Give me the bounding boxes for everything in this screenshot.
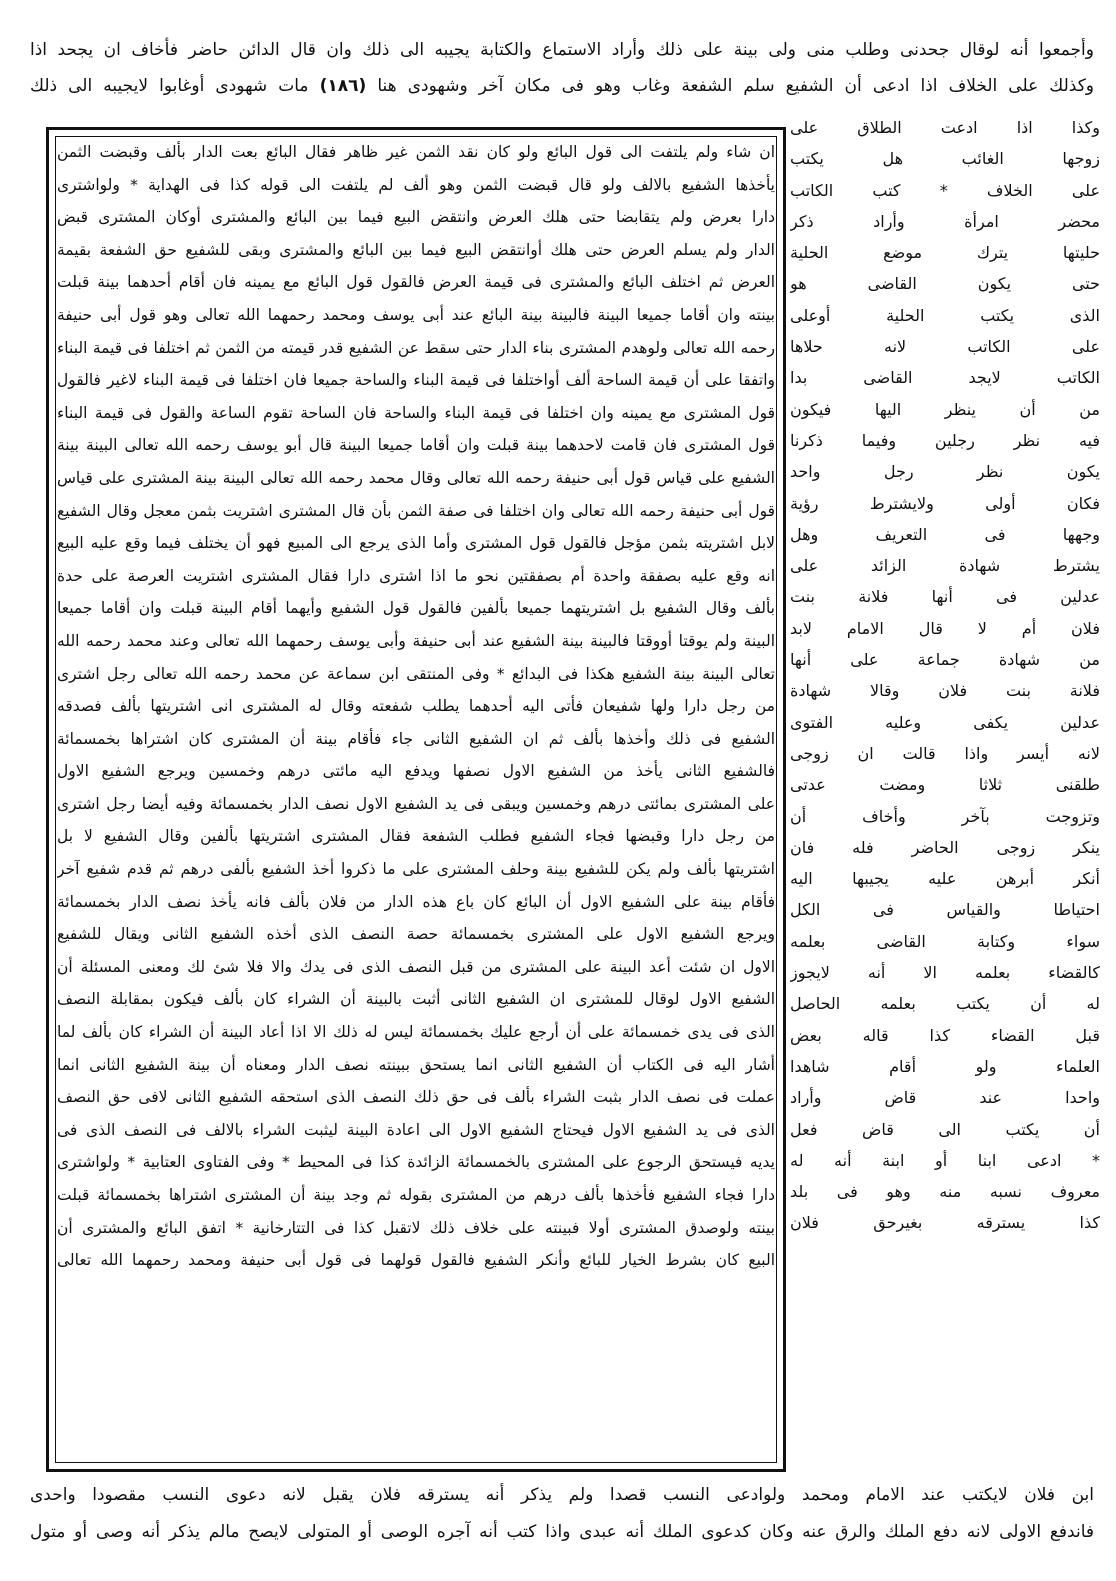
main-text-line: دارا بعرض ولم يتقابضا حتى هلك العرض وانتقض البيع فيما بين البائع والمشترى أوكان المشترى قبض [57, 208, 775, 227]
main-text-line: قول أبى حنيفة رحمه الله تعالى وان اختلفا فى صفة الثمن بأن قال المشترى اشتريت بثمن معجل وقال الشفيع [57, 501, 775, 520]
margin-line: فيه نظر رجلين وفيما ذكرنا [790, 430, 1100, 450]
main-text-line: فالشفيع الثانى يأخذ من الشفيع الاول نصفها ويدفع اليه مائتى درهم وخمسين ويرجع الشفيع الاول [57, 762, 775, 781]
header-line-2-left: مات شهودى أوغابوا لايجيبه الى ذلك [30, 76, 309, 96]
margin-line: لانه أيسر واذا قالت ان زوجى [790, 743, 1100, 763]
footer-line-2: فاندفع الاولى لانه دفع الملك والرق عنه وكان كدعوى الملك أنه عبدى واذا كتب أنه آجره الوصى أو المتولى لايصح مالم يذكر أنه وصى أو متول [30, 1522, 1094, 1542]
header-line-1: وأجمعوا أنه لوقال جحدنى وطلب منى ولى بينة على ذلك وأراد الاستماع والكتابة يجيبه الى ذلك وان قال الدائن حاضر فأخاف ان يجحد اذا [30, 40, 1094, 60]
main-text-line: ان شاء ولم يلتفت الى قول البائع ولو كان نقد الثمن غير ظاهر فقال البائع بعت الدار بألف وقبضت الثمن [57, 143, 775, 161]
main-text-line: الدار ولم يسلم العرض حتى هلك أوانتقض البيع فيما بين البائع والمشترى وبقى للشفيع حق الشفعة بقيمة [57, 240, 775, 259]
margin-line: حتى يكون القاضى هو [790, 274, 1100, 294]
margin-line: وجهها فى التعريف وهل [790, 524, 1100, 544]
main-text-line: رحمه الله تعالى ولوهدم المشترى بناء الدار حتى سقط عن الشفيع قدر قيمته من الثمن ثم اختلفا فى قيمة البناء [57, 338, 775, 357]
margin-line: وتزوجت بآخر وأخاف أن [790, 806, 1100, 826]
main-text-line: يأخذها الشفيع بالالف ولو قال قبضت الثمن وهو ألف لم يلتفت الى قوله كذا فى الهداية * ولواشترى [57, 175, 775, 194]
margin-line: سواء وكتابة القاضى بعلمه [790, 931, 1100, 951]
main-text-line: تعالى البينة بينة الشفيع هكذا فى البدائع * وفى المنتقى ابن سماعة عن محمد رحمه الله تعالى رجل اشترى [57, 664, 775, 683]
margin-line: واحدا عند قاض وأراد [790, 1088, 1100, 1108]
margin-line: معروف نسبه منه وهو فى بلد [790, 1182, 1100, 1202]
main-text-line: قول المشترى مع يمينه وان اختلفا فى قيمة البناء والساحة فان الساحة تقوم الساعة والقول فى قيمة البناء [57, 403, 775, 422]
main-text-frame [46, 127, 786, 1472]
main-text-line: العرض ثم اختلف البائع والمشترى فى قيمة العرض فالقول قول البائع مع يمينه فان أقام أحدهما بينة قبلت [57, 273, 775, 292]
margin-line: كذا يسترقه بغيرحق فلان [790, 1213, 1100, 1233]
margin-line: العلماء ولو أقام شاهدا [790, 1056, 1100, 1076]
margin-line: يشترط شهادة الزائد على [790, 556, 1100, 576]
main-text-line [57, 1407, 775, 1440]
main-text-line [57, 1309, 775, 1342]
main-text-line: ويرجع الشفيع الاول على المشترى بخمسمائة حصة النصف الذى أخذه الشفيع الثانى ويقال للشفيع [57, 925, 775, 944]
main-text-line: من رجل دارا وقبضها فجاء الشفيع فطلب الشفعة فقال المشترى اشتريتها بألفين وقال الشفيع لا بل [57, 827, 775, 846]
margin-line: ينكر زوجى الحاضر فله فان [790, 837, 1100, 857]
main-text-line: أشار اليه فى الكتاب أن الشفيع الثانى انما يستحق ببينته نصف الدار ومعناه أن بينة الشفيع الثانى انما [57, 1055, 775, 1074]
main-text-line: من رجل دارا ولها شفيعان فأتى اليه أحدهما يطلب شفعته وقال له المشترى انى اشتريتها بألف فصدقه [57, 697, 775, 716]
margin-line: احتياطا والقياس فى الكل [790, 900, 1100, 920]
main-text-line: انه وقع عليه بصفقة واحدة أم بصفقتين نحو ما اذا اشترى دارا فقال المشترى اشتريت العرصة على حدة [57, 566, 775, 585]
main-text-line: لابل اشتريته بثمن مؤجل فالقول قول المشترى وأما الذى يرجع الى المبيع فهو أن يختلف فيما وقع عليه البيع [57, 534, 775, 553]
main-text-line: فأقام بينة على الشفيع الاول أن البائع كان باع هذه الدار من فلان بألف فانه يأخذ نصف الدار بخمسمائة [57, 892, 775, 911]
main-text-line: الاول ان شئت أعد البينة على المشترى من قبل النصف الذى فى يدك والا فلا شئ لك ومعنى المسئلة أن [57, 957, 775, 976]
margin-line: طلقنى ثلاثا ومضت عدتى [790, 775, 1100, 795]
margin-line: فلان أم لا قال الامام لابد [790, 618, 1100, 638]
main-text-line: الشفيع الاول لوقال للمشترى ان الشفيع الثانى أثبت بالبينة أن الشراء كان بألف فيكون بمقابلة النصف [57, 990, 775, 1009]
margin-line: على الكاتب لانه حلاها [790, 337, 1100, 357]
margin-line: وكذا اذا ادعت الطلاق على [790, 118, 1100, 137]
main-text-line: واتفقا على أن قيمة الساحة ألف أواختلفا فى قيمة البناء والساحة جميعا فان اختلفا فى قيمة البناء لاغير فالقول [57, 371, 775, 390]
header-line-2 [30, 70, 1094, 102]
main-text-line: قول المشترى فان قامت لاحدهما بينة قبلت وان أقاما جميعا البينة قال أبو يوسف رحمه الله تعالى البينة بينة [57, 436, 775, 455]
margin-line: عدلين يكفى وعليه الفتوى [790, 712, 1100, 732]
main-text-line [57, 1342, 775, 1375]
margin-line: محضر امرأة وأراد ذكر [790, 211, 1100, 231]
main-text-line: بألف وقال الشفيع بل اشتريتهما جميعا بألفين فالقول قول الشفيع وأيهما أقام البينة قبلت وان أقاما جميعا [57, 599, 775, 618]
main-text-line: دارا فجاء الشفيع فأخذها بألف درهم من المشترى بقوله ثم وجد بينة أن المشترى اشتراها بخمسمائة قبلت [57, 1186, 775, 1204]
margin-line: أن يكتب الى قاض فعل [790, 1119, 1100, 1139]
margin-line: من شهادة جماعة على أنها [790, 650, 1100, 670]
main-text-line [57, 1375, 775, 1408]
margin-line: على الخلاف * كتب الكاتب [790, 180, 1100, 200]
margin-line: * ادعى ابنا أو ابنة أنه له [790, 1150, 1100, 1170]
main-text-line: على المشترى بمائتى درهم وخمسين ويبقى فى يد الشفيع الاول نصف الدار بخمسمائة وفيه أيضا رجل اشترى [57, 794, 775, 813]
margin-line: قبل القضاء كذا قاله بعض [790, 1025, 1100, 1045]
margin-line: فلانة بنت فلان وقالا شهادة [790, 681, 1100, 701]
main-text-line: يديه فيستحق الرجوع على المشترى بالخمسمائة الزائدة كذا فى المحيط * وفى الفتاوى العتابية * ولواشترى [57, 1153, 775, 1172]
margin-line: كالقضاء بعلمه الا أنه لايجوز [790, 963, 1100, 983]
main-text-block [57, 136, 775, 1440]
main-text-line: عملت فى نصف الدار بثبت الشراء بألف فى حق ذلك النصف الذى استحقه الشفيع الثانى لافى حق النصف [57, 1088, 775, 1107]
margin-line: يكون نظر رجل واحد [790, 462, 1100, 482]
margin-line: الكاتب لايجد القاضى بدا [790, 368, 1100, 388]
main-text-line: الذى فى يد الشفيع الاول فيحتاج الشفيع الاول الى اعادة البينة ليثبت الشراء بالالف فى النصف الذى فى [57, 1120, 775, 1139]
main-text-line: البيع كان بشرط الخيار للبائع وأنكر الشفيع فالقول قولهما فى قول أبى حنيفة ومحمد رحمهما الله تعالى [57, 1251, 775, 1270]
margin-line: له أن يكتب بعلمه الحاصل [790, 994, 1100, 1014]
footer-line-1: ابن فلان لايكتب عند الامام ومحمد ولوادعى النسب قصدا ولم يذكر أنه يسترقه فلان يقبل لانه دعوى النسب مقصودا واحدى [30, 1485, 1094, 1505]
main-text-line: البينة ولم يوقتا أووقتا فالبينة بينة الشفيع عند أبى حنيفة وأبى يوسف رحمهما الله تعالى وعند محمد رحمه الله [57, 631, 775, 650]
main-text-line: الشفيع على قياس قول أبى حنيفة رحمه الله تعالى وقال محمد رحمه الله تعالى البينة بينة المشترى على قياس [57, 468, 775, 487]
main-text-line: الشفيع فى ذلك وأخذها بألف ثم ان الشفيع الثانى جاء فأقام بينة أن المشترى كان اشتراها بخمسمائة [57, 729, 775, 748]
header-line-2-right: وكذلك على الخلاف اذا ادعى أن الشفيع سلم الشفعة وغاب وهو فى مكان آخر وشهودى هنا [377, 76, 1094, 96]
main-text-line: بينته وان أقاما جميعا البينة فالبينة بينة البائع عند أبى يوسف ومحمد رحمهما الله تعالى وهو قول أبى حنيفة [57, 305, 775, 324]
margin-line: أنكر أبرهن عليه يجيبها اليه [790, 869, 1100, 889]
margin-line: الذى يكتب الحلية أوعلى [790, 305, 1100, 325]
main-text-line: الذى فى يدى خمسمائة على أن أرجع عليك بخمسمائة ليس له ذلك الا اذا أعاد البينة أن الشراء كان بألف لما [57, 1023, 775, 1042]
margin-line: فكان أولى ولايشترط رؤية [790, 493, 1100, 513]
main-text-line: اشتريتها بألف ولم يكن للشفيع بينة وحلف المشترى على ما ذكروا أخذ الشفيع بألفى درهم ثم قدم شفيع آخر [57, 860, 775, 879]
margin-line: حليتها يترك موضع الحلية [790, 243, 1100, 263]
margin-line: عدلين فى أنها فلانة بنت [790, 587, 1100, 607]
main-text-line [57, 1277, 775, 1310]
margin-line: زوجها الغائب هل يكتب [790, 149, 1100, 169]
main-text-line: بينته ولوصدق المشترى أولا فبينته على خلاف ذلك لاتقبل كذا فى التتارخانية * اتفق البائع والمشترى أن [57, 1218, 775, 1237]
margin-commentary [790, 112, 1100, 1239]
page-number: (١٨٦) [319, 76, 367, 96]
margin-line: من أن ينظر اليها فيكون [790, 399, 1100, 419]
